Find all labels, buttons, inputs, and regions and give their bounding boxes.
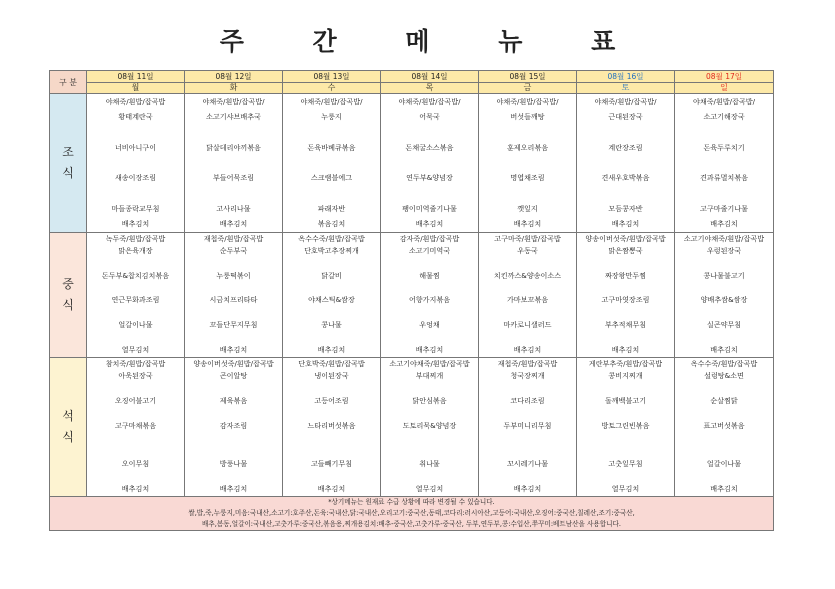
menu-item — [479, 470, 576, 482]
menu-item — [675, 470, 773, 482]
lunch-menu-cell — [479, 233, 577, 358]
menu-item — [87, 258, 184, 270]
menu-item — [381, 124, 478, 139]
menu-item: 녹두죽/흰밥/잡곡밥 — [105, 234, 166, 243]
menu-item: 배추김치 — [710, 483, 738, 493]
menu-item — [479, 331, 576, 343]
weekday-header: 금 — [479, 83, 577, 94]
menu-item — [577, 258, 674, 270]
menu-item — [577, 185, 674, 200]
menu-item — [675, 433, 773, 445]
menu-item: 배추김치 — [121, 218, 150, 228]
meal-label-bottom: 식 — [62, 430, 74, 444]
menu-item: 옥수수죽/흰밥/잡곡밥 — [298, 234, 365, 243]
menu-item: 배추김치 — [317, 344, 346, 354]
menu-item — [577, 124, 674, 139]
menu-item: 소고기야채죽/흰밥/잡곡밥 — [389, 359, 470, 368]
menu-item — [577, 383, 674, 395]
menu-item: 꼬들단무지무침 — [209, 320, 258, 330]
menu-item: 우동국 — [517, 246, 538, 256]
menu-item: 소고기샤브배추국 — [206, 112, 261, 122]
meal-label-bottom: 식 — [62, 166, 74, 180]
menu-item: 부추적채무침 — [604, 320, 647, 330]
menu-item: 제육볶음 — [219, 396, 248, 406]
menu-item: 배추김치 — [513, 344, 542, 354]
menu-item — [185, 155, 282, 170]
menu-item: 배추김치 — [219, 218, 248, 228]
dinner-menu-cell — [577, 358, 675, 497]
menu-item: 새송이장조림 — [114, 173, 157, 183]
menu-item: 우렁된장국 — [706, 246, 742, 256]
menu-item: 닭갈비 — [321, 270, 342, 280]
menu-item — [283, 282, 380, 294]
menu-item — [675, 124, 773, 139]
menu-item: 야채죽/흰밥/잡곡밥/ — [202, 97, 265, 106]
menu-item: 시금치프리타타 — [209, 295, 258, 305]
menu-item — [381, 433, 478, 445]
menu-item: 소고기미역국 — [408, 246, 451, 256]
menu-item: 누룽떡볶이 — [216, 270, 251, 280]
menu-item — [675, 383, 773, 395]
menu-item — [381, 408, 478, 420]
menu-item: 고구마죽/흰밥/잡곡밥 — [494, 234, 561, 243]
menu-item — [381, 155, 478, 170]
meal-label-top: 조 — [62, 145, 74, 159]
menu-item: 표고버섯볶음 — [703, 421, 745, 431]
menu-item — [675, 307, 773, 319]
menu-item — [283, 445, 380, 457]
date-header: 08월 15일 — [479, 71, 577, 83]
lunch-menu-cell — [381, 233, 479, 358]
breakfast-row — [50, 94, 774, 233]
menu-item: 명엽채조림 — [510, 173, 545, 183]
menu-item: 배추김치 — [710, 218, 738, 228]
dinner-menu-cell — [87, 358, 185, 497]
menu-item: 팽이미역줄기나물 — [402, 203, 457, 213]
menu-item: 마카로니샐러드 — [503, 320, 552, 330]
menu-item — [479, 282, 576, 294]
menu-item — [87, 331, 184, 343]
menu-item: 야채죽/흰밥/잡곡밥/ — [300, 97, 363, 106]
menu-item: 배추김치 — [611, 218, 640, 228]
menu-item — [381, 282, 478, 294]
menu-item: 오징어불고기 — [114, 396, 157, 406]
menu-item: 부대찌개 — [415, 371, 444, 381]
menu-item — [577, 433, 674, 445]
menu-item: 짜장왕만두찜 — [604, 270, 647, 280]
menu-item: 치킨까스&양송이소스 — [493, 270, 562, 280]
weekday-header: 목 — [381, 83, 479, 94]
menu-item: 연근무화과조림 — [111, 295, 160, 305]
menu-item: 고구마채볶음 — [114, 421, 157, 431]
menu-item — [381, 185, 478, 200]
menu-item: 소고기야채죽/흰밥/잡곡밥 — [683, 234, 765, 243]
menu-item: 오이무침 — [121, 458, 150, 468]
menu-item: 배추김치 — [121, 483, 150, 493]
menu-item — [479, 124, 576, 139]
menu-item: 고들빼기무침 — [310, 458, 353, 468]
weekday-header: 토 — [577, 83, 675, 94]
menu-item: 배추김치 — [710, 344, 738, 354]
menu-item — [185, 470, 282, 482]
menu-item — [87, 185, 184, 200]
menu-item — [577, 155, 674, 170]
menu-item: 재첩죽/흰밥/잡곡밥 — [203, 234, 264, 243]
breakfast-menu-cell — [381, 94, 479, 233]
menu-item: 계란장조림 — [608, 142, 643, 152]
menu-item — [283, 470, 380, 482]
menu-item: 배추김치 — [219, 483, 248, 493]
lunch-menu-cell — [185, 233, 283, 358]
menu-item — [675, 408, 773, 420]
lunch-menu-cell — [675, 233, 774, 358]
menu-item: 마들종락교무침 — [111, 203, 160, 213]
menu-item: 우엉채 — [419, 320, 440, 330]
notice-line2: 쌀,밥,죽,누룽지,미음:국내산,소고기:호주산,돈육:국내산,닭:국내산,오리고기:중국산,동태,코다리:러시아산,고등어:국내산,오징어:중국산,칠레산,조기:중국산, — [188, 509, 635, 517]
weekday-header: 수 — [283, 83, 381, 94]
menu-item: 양배추쌈&쌈장 — [700, 295, 748, 305]
menu-item: 얼갈이나물 — [118, 320, 153, 330]
menu-item — [283, 185, 380, 200]
menu-item — [283, 307, 380, 319]
footer-row — [50, 497, 774, 531]
menu-item — [381, 445, 478, 457]
menu-item — [675, 282, 773, 294]
menu-item: 야채스틱&쌈장 — [308, 295, 355, 305]
menu-item: 돌깨백불고기 — [604, 396, 647, 406]
menu-item: 코다리조림 — [510, 396, 545, 406]
menu-item: 맑은짬뽕국 — [608, 246, 643, 256]
menu-item — [675, 258, 773, 270]
weekday-header: 일 — [675, 83, 774, 94]
menu-item: 냉이된장국 — [314, 371, 349, 381]
menu-item — [185, 433, 282, 445]
menu-item — [87, 470, 184, 482]
menu-item: 고사리나물 — [216, 203, 251, 213]
menu-item — [577, 445, 674, 457]
menu-item: 취나물 — [419, 458, 440, 468]
dinner-label — [50, 358, 87, 497]
dinner-menu-cell — [283, 358, 381, 497]
menu-item — [185, 445, 282, 457]
menu-item: 배추김치 — [513, 483, 542, 493]
menu-item — [283, 258, 380, 270]
menu-item: 얼갈이나물 — [706, 458, 742, 468]
menu-item: 도토리묵&양념장 — [402, 421, 457, 431]
menu-item: 순두부국 — [219, 246, 248, 256]
menu-item — [479, 408, 576, 420]
date-header: 08월 14일 — [381, 71, 479, 83]
menu-item — [381, 307, 478, 319]
menu-item — [577, 307, 674, 319]
lunch-label — [50, 233, 87, 358]
dinner-menu-cell — [479, 358, 577, 497]
menu-item — [479, 185, 576, 200]
breakfast-label — [50, 94, 87, 233]
menu-item — [283, 155, 380, 170]
menu-item: 열무김치 — [121, 344, 150, 354]
menu-item: 열무김치 — [415, 483, 444, 493]
menu-item: 방풍나물 — [219, 458, 248, 468]
menu-item — [479, 445, 576, 457]
menu-item — [479, 258, 576, 270]
menu-item: 고등어조림 — [314, 396, 349, 406]
weekday-header: 월 — [87, 83, 185, 94]
menu-item — [675, 445, 773, 457]
menu-item — [479, 383, 576, 395]
menu-item: 부들어묵조림 — [212, 173, 255, 183]
menu-item — [479, 307, 576, 319]
menu-item — [479, 155, 576, 170]
menu-item — [87, 445, 184, 457]
menu-item: 너비아니구이 — [114, 142, 157, 152]
menu-item — [675, 331, 773, 343]
menu-item: 단호박고추장찌개 — [304, 246, 359, 256]
dinner-menu-cell — [381, 358, 479, 497]
date-header: 08월 17일 — [675, 71, 774, 83]
menu-item: 단호박죽/흰밥/잡곡밥 — [298, 359, 365, 368]
page-title: 주 간 메 뉴 표 — [219, 27, 646, 56]
date-header: 08월 11일 — [87, 71, 185, 83]
header-day-row — [50, 83, 774, 94]
menu-item: 방토그린빈볶음 — [601, 421, 650, 431]
menu-item: 볶음김치 — [317, 218, 346, 228]
menu-item — [185, 383, 282, 395]
notice-line3: 배추,봄동,얼갈이:국내산,고춧가루:중국산,볶음용,찌개용김치:배추-중국산,고춧가루-중국산, 두부,연두부,콩:수입산,쭈꾸미:베트남산을 사용합니다. — [202, 520, 621, 528]
menu-item — [185, 331, 282, 343]
menu-item: 배추김치 — [513, 218, 542, 228]
menu-item — [87, 408, 184, 420]
menu-item: 야채죽/흰밥/잡곡밥 — [105, 97, 166, 106]
menu-item — [185, 258, 282, 270]
menu-item: 누룽지 — [321, 112, 342, 122]
menu-item: 어묵국 — [419, 112, 440, 122]
menu-item: 콩나물불고기 — [703, 270, 745, 280]
dinner-menu-cell — [675, 358, 774, 497]
lunch-menu-cell — [577, 233, 675, 358]
menu-item: 양송이버섯죽/흰밥/잡곡밥 — [585, 234, 666, 243]
menu-item: 배추김치 — [415, 344, 444, 354]
menu-item — [381, 331, 478, 343]
menu-item: 소고기해장국 — [703, 112, 745, 122]
menu-item: 감자죽/흰밥/잡곡밥 — [399, 234, 460, 243]
menu-item: 두부미니리무침 — [503, 421, 552, 431]
meal-label-top: 중 — [62, 277, 74, 291]
meal-label-bottom: 식 — [62, 298, 74, 312]
menu-item: 청국장찌개 — [510, 371, 545, 381]
menu-item — [577, 331, 674, 343]
menu-item: 훈제오리볶음 — [506, 142, 549, 152]
date-header: 08월 13일 — [283, 71, 381, 83]
menu-item: 모듬콩자반 — [608, 203, 643, 213]
menu-item: 어향가지볶음 — [408, 295, 451, 305]
menu-item: 고구마줄기나물 — [700, 203, 748, 213]
meal-label-top: 석 — [62, 409, 74, 423]
menu-item: 순살찜닭 — [710, 396, 738, 406]
menu-item: 배추김치 — [415, 218, 444, 228]
breakfast-menu-cell — [577, 94, 675, 233]
menu-item: 맑은육개장 — [118, 246, 153, 256]
menu-item: 배추김치 — [611, 344, 640, 354]
menu-item: 참치죽/흰밥/잡곡밥 — [105, 359, 166, 368]
menu-item — [283, 433, 380, 445]
menu-item — [283, 408, 380, 420]
menu-item: 스크램블에그 — [310, 173, 353, 183]
menu-item — [577, 470, 674, 482]
menu-item — [87, 307, 184, 319]
menu-item: 아욱된장국 — [118, 371, 153, 381]
menu-item — [577, 408, 674, 420]
menu-item — [87, 155, 184, 170]
menu-item: 고구마엿장조림 — [601, 295, 650, 305]
menu-item — [87, 282, 184, 294]
menu-item: 닭안심볶음 — [412, 396, 447, 406]
date-header: 08월 12일 — [185, 71, 283, 83]
menu-item: 야채죽/흰밥/잡곡밥/ — [496, 97, 559, 106]
menu-item — [479, 433, 576, 445]
menu-item: 연두부&양념장 — [406, 173, 453, 183]
menu-item — [675, 155, 773, 170]
menu-item: 열무김치 — [611, 483, 640, 493]
menu-item: 느타리버섯볶음 — [307, 421, 356, 431]
menu-item — [283, 383, 380, 395]
menu-item: 배추김치 — [219, 344, 248, 354]
lunch-menu-cell — [283, 233, 381, 358]
menu-item — [381, 258, 478, 270]
menu-item — [87, 383, 184, 395]
menu-item: 실곤약무침 — [706, 320, 742, 330]
menu-item: 야채죽/흰밥/잡곡밥/ — [594, 97, 657, 106]
date-header: 08월 16일 — [577, 71, 675, 83]
menu-item: 게란부추죽/흰밥/잡곡밥 — [588, 359, 663, 368]
notice-line1: *상기메뉴는 원재료 수급 상황에 따라 변경될 수 있습니다. — [328, 498, 495, 506]
menu-item — [283, 331, 380, 343]
dinner-row — [50, 358, 774, 497]
breakfast-menu-cell — [87, 94, 185, 233]
menu-item: 닭살데리야끼볶음 — [206, 142, 261, 152]
menu-item: 돈육두루치기 — [703, 142, 745, 152]
breakfast-menu-cell — [185, 94, 283, 233]
menu-item: 돈육바베큐볶음 — [307, 142, 356, 152]
menu-item: 콩비지찌개 — [608, 371, 643, 381]
menu-item: 고춧잎무침 — [608, 458, 643, 468]
menu-item: 야채죽/흰밥/잡곡밥/ — [693, 97, 755, 106]
menu-item: 양송이버섯죽/흰밥/잡곡밥 — [193, 359, 274, 368]
menu-item — [283, 124, 380, 139]
weekday-header: 화 — [185, 83, 283, 94]
menu-item — [185, 307, 282, 319]
menu-item: 버섯들깨탕 — [510, 112, 545, 122]
menu-item — [185, 124, 282, 139]
menu-item: 근대된장국 — [608, 112, 643, 122]
menu-item — [381, 470, 478, 482]
menu-item: 배추김치 — [317, 483, 346, 493]
menu-item: 견과류멸치볶음 — [700, 173, 748, 183]
section-header-label: 구 분 — [50, 71, 87, 94]
menu-item: 돈채굴소스볶음 — [405, 142, 454, 152]
breakfast-menu-cell — [283, 94, 381, 233]
menu-item: 감자조림 — [219, 421, 248, 431]
menu-item: 깻잎지 — [517, 203, 538, 213]
menu-item — [185, 185, 282, 200]
menu-item: 해물찜 — [419, 270, 440, 280]
header-date-row — [50, 71, 774, 83]
lunch-row — [50, 233, 774, 358]
weekly-menu-table — [49, 70, 774, 531]
menu-item: 꼬시레기나물 — [506, 458, 549, 468]
menu-item: 야채죽/흰밥/잡곡밥/ — [398, 97, 461, 106]
menu-item — [87, 433, 184, 445]
menu-item: 견새우호박볶음 — [601, 173, 650, 183]
menu-item: 재첩죽/흰밥/잡곡밥 — [497, 359, 558, 368]
menu-item: 곤이알탕 — [219, 371, 248, 381]
menu-item: 콩나물 — [321, 320, 342, 330]
lunch-menu-cell — [87, 233, 185, 358]
menu-item: 파래자반 — [317, 203, 346, 213]
menu-item — [381, 383, 478, 395]
menu-item — [675, 185, 773, 200]
origin-notice — [50, 497, 774, 531]
breakfast-menu-cell — [675, 94, 774, 233]
menu-item: 황태계란국 — [118, 112, 153, 122]
menu-item: 설렁탕&소면 — [704, 371, 744, 381]
menu-item — [185, 408, 282, 420]
menu-item — [185, 282, 282, 294]
breakfast-menu-cell — [479, 94, 577, 233]
menu-item: 옥수수죽/흰밥/잡곡밥 — [690, 359, 758, 368]
menu-item: 돈두부&찹치김치볶음 — [101, 270, 170, 280]
menu-item: 가마보꼬볶음 — [506, 295, 549, 305]
dinner-menu-cell — [185, 358, 283, 497]
menu-item — [87, 124, 184, 139]
menu-item — [577, 282, 674, 294]
